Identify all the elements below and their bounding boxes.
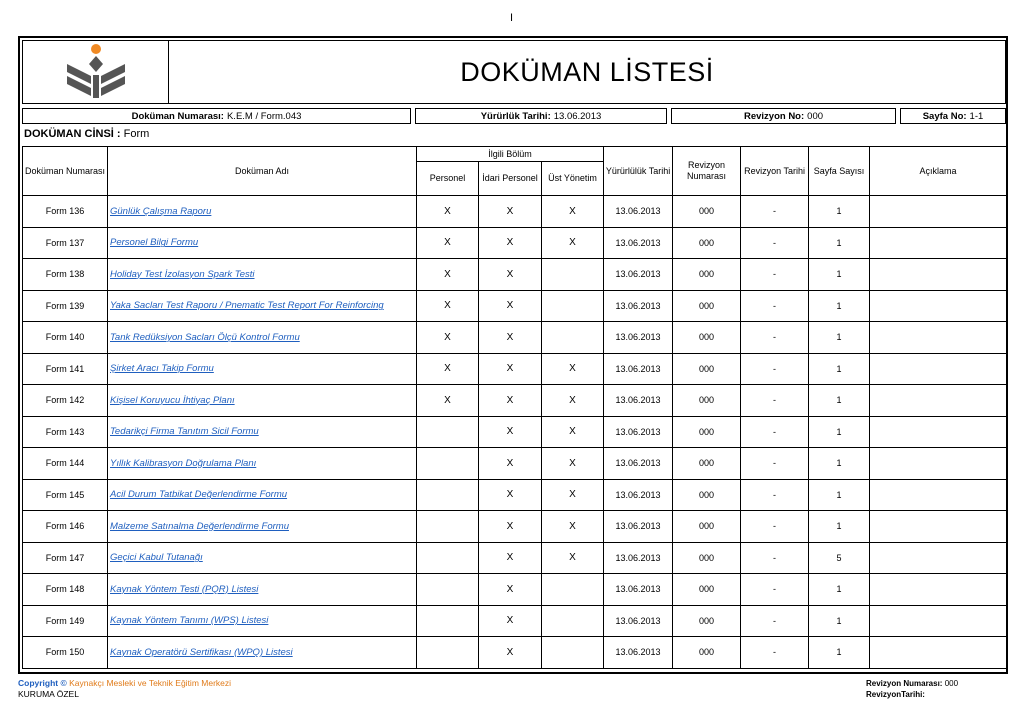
doc-number-cell: Form 141 bbox=[23, 353, 108, 385]
notes-cell bbox=[870, 416, 1007, 448]
pages-cell: 1 bbox=[809, 290, 870, 322]
table-row bbox=[23, 385, 1007, 417]
page-title: DOKÜMAN LİSTESİ bbox=[460, 56, 714, 87]
idari-cell: X bbox=[479, 448, 542, 480]
doc-name-link[interactable]: Holiday Test İzolasyon Spark Testi bbox=[108, 259, 417, 291]
doc-number: Doküman Numarası: K.E.M / Form.043 bbox=[22, 108, 411, 124]
rev-date-cell: - bbox=[741, 605, 809, 637]
doc-number-cell: Form 139 bbox=[23, 290, 108, 322]
doc-number-cell: Form 142 bbox=[23, 385, 108, 417]
notes-cell bbox=[870, 542, 1007, 574]
personel-cell bbox=[417, 448, 479, 480]
pages-cell: 1 bbox=[809, 322, 870, 354]
doc-number-cell: Form 136 bbox=[23, 196, 108, 228]
ust-cell bbox=[542, 290, 604, 322]
doc-number-cell: Form 150 bbox=[23, 637, 108, 669]
col-doc-no: Doküman Numarası bbox=[23, 147, 108, 196]
doc-name-link[interactable]: Kişisel Koruyucu İhtiyaç Planı bbox=[108, 385, 417, 417]
rev-no-cell: 000 bbox=[673, 605, 741, 637]
pages-cell: 5 bbox=[809, 542, 870, 574]
doc-name-link[interactable]: Yaka Sacları Test Raporu / Pnematic Test Report For Reinforcing bbox=[108, 290, 417, 322]
personel-cell bbox=[417, 605, 479, 637]
personel-cell: X bbox=[417, 196, 479, 228]
notes-cell bbox=[870, 353, 1007, 385]
ust-cell bbox=[542, 605, 604, 637]
col-ust: Üst Yönetim bbox=[542, 162, 604, 196]
table-row bbox=[23, 637, 1007, 669]
table-row bbox=[23, 574, 1007, 606]
idari-cell: X bbox=[479, 353, 542, 385]
notes-cell bbox=[870, 259, 1007, 291]
doc-number-cell: Form 146 bbox=[23, 511, 108, 543]
rev-no-cell: 000 bbox=[673, 542, 741, 574]
personel-cell bbox=[417, 542, 479, 574]
pages-cell: 1 bbox=[809, 448, 870, 480]
ust-cell: X bbox=[542, 353, 604, 385]
doc-number-cell: Form 149 bbox=[23, 605, 108, 637]
personel-cell bbox=[417, 416, 479, 448]
notes-cell bbox=[870, 605, 1007, 637]
ust-cell: X bbox=[542, 511, 604, 543]
rev-date-cell: - bbox=[741, 542, 809, 574]
doc-name-link[interactable]: Tank Redüksiyon Sacları Ölçü Kontrol Formu bbox=[108, 322, 417, 354]
rev-no-cell: 000 bbox=[673, 259, 741, 291]
pages-cell: 1 bbox=[809, 227, 870, 259]
table-row bbox=[23, 227, 1007, 259]
personel-cell bbox=[417, 511, 479, 543]
table-row bbox=[23, 290, 1007, 322]
table-row bbox=[23, 448, 1007, 480]
pages-cell: 1 bbox=[809, 416, 870, 448]
effective-date-cell: 13.06.2013 bbox=[604, 259, 673, 291]
ust-cell: X bbox=[542, 448, 604, 480]
effective-date-cell: 13.06.2013 bbox=[604, 353, 673, 385]
ust-cell bbox=[542, 322, 604, 354]
doc-name-link[interactable]: Kaynak Operatörü Sertifikası (WPQ) Listesi bbox=[108, 637, 417, 669]
doc-name-link[interactable]: Tedarikçi Firma Tanıtım Sicil Formu bbox=[108, 416, 417, 448]
header bbox=[22, 40, 1006, 104]
rev-no-cell: 000 bbox=[673, 290, 741, 322]
rev-no-cell: 000 bbox=[673, 479, 741, 511]
col-personel: Personel bbox=[417, 162, 479, 196]
notes-cell bbox=[870, 196, 1007, 228]
table-row bbox=[23, 511, 1007, 543]
pages-cell: 1 bbox=[809, 605, 870, 637]
ust-cell: X bbox=[542, 196, 604, 228]
effective-date-cell: 13.06.2013 bbox=[604, 227, 673, 259]
idari-cell: X bbox=[479, 196, 542, 228]
pages-cell: 1 bbox=[809, 196, 870, 228]
doc-name-link[interactable]: Günlük Çalışma Raporu bbox=[108, 196, 417, 228]
notes-cell bbox=[870, 637, 1007, 669]
rev-date-cell: - bbox=[741, 511, 809, 543]
table-row bbox=[23, 605, 1007, 637]
effective-date-cell: 13.06.2013 bbox=[604, 637, 673, 669]
idari-cell: X bbox=[479, 637, 542, 669]
table-row bbox=[23, 416, 1007, 448]
idari-cell: X bbox=[479, 322, 542, 354]
logo-icon bbox=[59, 42, 133, 102]
doc-number-cell: Form 143 bbox=[23, 416, 108, 448]
idari-cell: X bbox=[479, 605, 542, 637]
rev-date-cell: - bbox=[741, 196, 809, 228]
document-frame bbox=[18, 36, 1008, 674]
effective-date-cell: 13.06.2013 bbox=[604, 542, 673, 574]
table-row bbox=[23, 259, 1007, 291]
table-row bbox=[23, 479, 1007, 511]
personel-cell bbox=[417, 574, 479, 606]
revision-number: Revizyon No: 000 bbox=[671, 108, 896, 124]
pages-cell: 1 bbox=[809, 511, 870, 543]
rev-date-cell: - bbox=[741, 416, 809, 448]
doc-name-link[interactable]: Malzeme Satınalma Değerlendirme Formu bbox=[108, 511, 417, 543]
col-doc-name: Doküman Adı bbox=[108, 147, 417, 196]
col-pages: Sayfa Sayısı bbox=[809, 147, 870, 196]
doc-number-cell: Form 137 bbox=[23, 227, 108, 259]
footer-right: Revizyon Numarası: 000 RevizyonTarihi: bbox=[866, 679, 959, 699]
ust-cell: X bbox=[542, 227, 604, 259]
col-rev-no: Revizyon Numarası bbox=[673, 147, 741, 196]
doc-number-cell: Form 148 bbox=[23, 574, 108, 606]
notes-cell bbox=[870, 290, 1007, 322]
document-meta bbox=[22, 108, 1006, 124]
rev-date-cell: - bbox=[741, 227, 809, 259]
page-number: Sayfa No: 1-1 bbox=[900, 108, 1006, 124]
pages-cell: 1 bbox=[809, 479, 870, 511]
effective-date: Yürürlük Tarihi: 13.06.2013 bbox=[415, 108, 667, 124]
notes-cell bbox=[870, 322, 1007, 354]
personel-cell: X bbox=[417, 259, 479, 291]
rev-no-cell: 000 bbox=[673, 511, 741, 543]
pages-cell: 1 bbox=[809, 259, 870, 291]
effective-date-cell: 13.06.2013 bbox=[604, 448, 673, 480]
effective-date-cell: 13.06.2013 bbox=[604, 322, 673, 354]
doc-name-link[interactable]: Geçici Kabul Tutanağı bbox=[108, 542, 417, 574]
idari-cell: X bbox=[479, 290, 542, 322]
doc-name-link[interactable]: Kaynak Yöntem Tanımı (WPS) Listesi bbox=[108, 605, 417, 637]
effective-date-cell: 13.06.2013 bbox=[604, 605, 673, 637]
rev-date-cell: - bbox=[741, 479, 809, 511]
idari-cell: X bbox=[479, 259, 542, 291]
doc-number-cell: Form 140 bbox=[23, 322, 108, 354]
effective-date-cell: 13.06.2013 bbox=[604, 196, 673, 228]
personel-cell bbox=[417, 637, 479, 669]
doc-name-link[interactable]: Yıllık Kalibrasyon Doğrulama Planı bbox=[108, 448, 417, 480]
doc-name-link[interactable]: Acil Durum Tatbikat Değerlendirme Formu bbox=[108, 479, 417, 511]
ust-cell: X bbox=[542, 479, 604, 511]
effective-date-cell: 13.06.2013 bbox=[604, 479, 673, 511]
pages-cell: 1 bbox=[809, 385, 870, 417]
doc-number-cell: Form 147 bbox=[23, 542, 108, 574]
table-row bbox=[23, 196, 1007, 228]
idari-cell: X bbox=[479, 479, 542, 511]
page-mark: I bbox=[510, 12, 514, 24]
org-name: Kaynakçı Mesleki ve Teknik Eğitim Merkezi bbox=[69, 678, 232, 688]
effective-date-cell: 13.06.2013 bbox=[604, 574, 673, 606]
rev-date-cell: - bbox=[741, 385, 809, 417]
col-idari: İdari Personel bbox=[479, 162, 542, 196]
personel-cell bbox=[417, 479, 479, 511]
effective-date-cell: 13.06.2013 bbox=[604, 290, 673, 322]
rev-date-cell: - bbox=[741, 322, 809, 354]
rev-no-cell: 000 bbox=[673, 574, 741, 606]
personel-cell: X bbox=[417, 227, 479, 259]
notes-cell bbox=[870, 448, 1007, 480]
rev-date-cell: - bbox=[741, 353, 809, 385]
document-type: DOKÜMAN CİNSİ : Form bbox=[24, 128, 150, 140]
notes-cell bbox=[870, 511, 1007, 543]
table-row bbox=[23, 542, 1007, 574]
rev-date-cell: - bbox=[741, 290, 809, 322]
ust-cell bbox=[542, 574, 604, 606]
rev-no-cell: 000 bbox=[673, 227, 741, 259]
personel-cell: X bbox=[417, 353, 479, 385]
doc-name-link[interactable]: Kaynak Yöntem Testi (PQR) Listesi bbox=[108, 574, 417, 606]
notes-cell bbox=[870, 479, 1007, 511]
doc-number-cell: Form 145 bbox=[23, 479, 108, 511]
effective-date-cell: 13.06.2013 bbox=[604, 385, 673, 417]
idari-cell: X bbox=[479, 574, 542, 606]
ust-cell bbox=[542, 259, 604, 291]
rev-no-cell: 000 bbox=[673, 385, 741, 417]
rev-no-cell: 000 bbox=[673, 353, 741, 385]
effective-date-cell: 13.06.2013 bbox=[604, 511, 673, 543]
footer-left: Copyright © Kaynakçı Mesleki ve Teknik Eğitim Merkezi KURUMA ÖZEL bbox=[18, 678, 232, 699]
ust-cell: X bbox=[542, 385, 604, 417]
notes-cell bbox=[870, 227, 1007, 259]
document-table bbox=[22, 146, 1007, 669]
idari-cell: X bbox=[479, 385, 542, 417]
rev-date-cell: - bbox=[741, 637, 809, 669]
doc-number-cell: Form 138 bbox=[23, 259, 108, 291]
logo bbox=[23, 41, 169, 103]
table-row bbox=[23, 322, 1007, 354]
rev-date-cell: - bbox=[741, 574, 809, 606]
rev-no-cell: 000 bbox=[673, 322, 741, 354]
doc-name-link[interactable]: Şirket Aracı Takip Formu bbox=[108, 353, 417, 385]
pages-cell: 1 bbox=[809, 574, 870, 606]
personel-cell: X bbox=[417, 385, 479, 417]
personel-cell: X bbox=[417, 290, 479, 322]
ust-cell bbox=[542, 637, 604, 669]
col-notes: Açıklama bbox=[870, 147, 1007, 196]
table-row bbox=[23, 353, 1007, 385]
col-effective: Yürürlülük Tarihi bbox=[604, 147, 673, 196]
col-rev-date: Revizyon Tarihi bbox=[741, 147, 809, 196]
idari-cell: X bbox=[479, 416, 542, 448]
doc-number-cell: Form 144 bbox=[23, 448, 108, 480]
doc-name-link[interactable]: Personel Bilgi Formu bbox=[108, 227, 417, 259]
idari-cell: X bbox=[479, 227, 542, 259]
effective-date-cell: 13.06.2013 bbox=[604, 416, 673, 448]
personel-cell: X bbox=[417, 322, 479, 354]
pages-cell: 1 bbox=[809, 353, 870, 385]
rev-no-cell: 000 bbox=[673, 416, 741, 448]
rev-date-cell: - bbox=[741, 448, 809, 480]
ust-cell: X bbox=[542, 542, 604, 574]
ust-cell: X bbox=[542, 416, 604, 448]
pages-cell: 1 bbox=[809, 637, 870, 669]
rev-no-cell: 000 bbox=[673, 637, 741, 669]
notes-cell bbox=[870, 574, 1007, 606]
rev-no-cell: 000 bbox=[673, 196, 741, 228]
col-dept: İlgili Bölüm bbox=[417, 147, 604, 162]
rev-date-cell: - bbox=[741, 259, 809, 291]
idari-cell: X bbox=[479, 511, 542, 543]
rev-no-cell: 000 bbox=[673, 448, 741, 480]
private-label: KURUMA ÖZEL bbox=[18, 689, 79, 699]
idari-cell: X bbox=[479, 542, 542, 574]
notes-cell bbox=[870, 385, 1007, 417]
